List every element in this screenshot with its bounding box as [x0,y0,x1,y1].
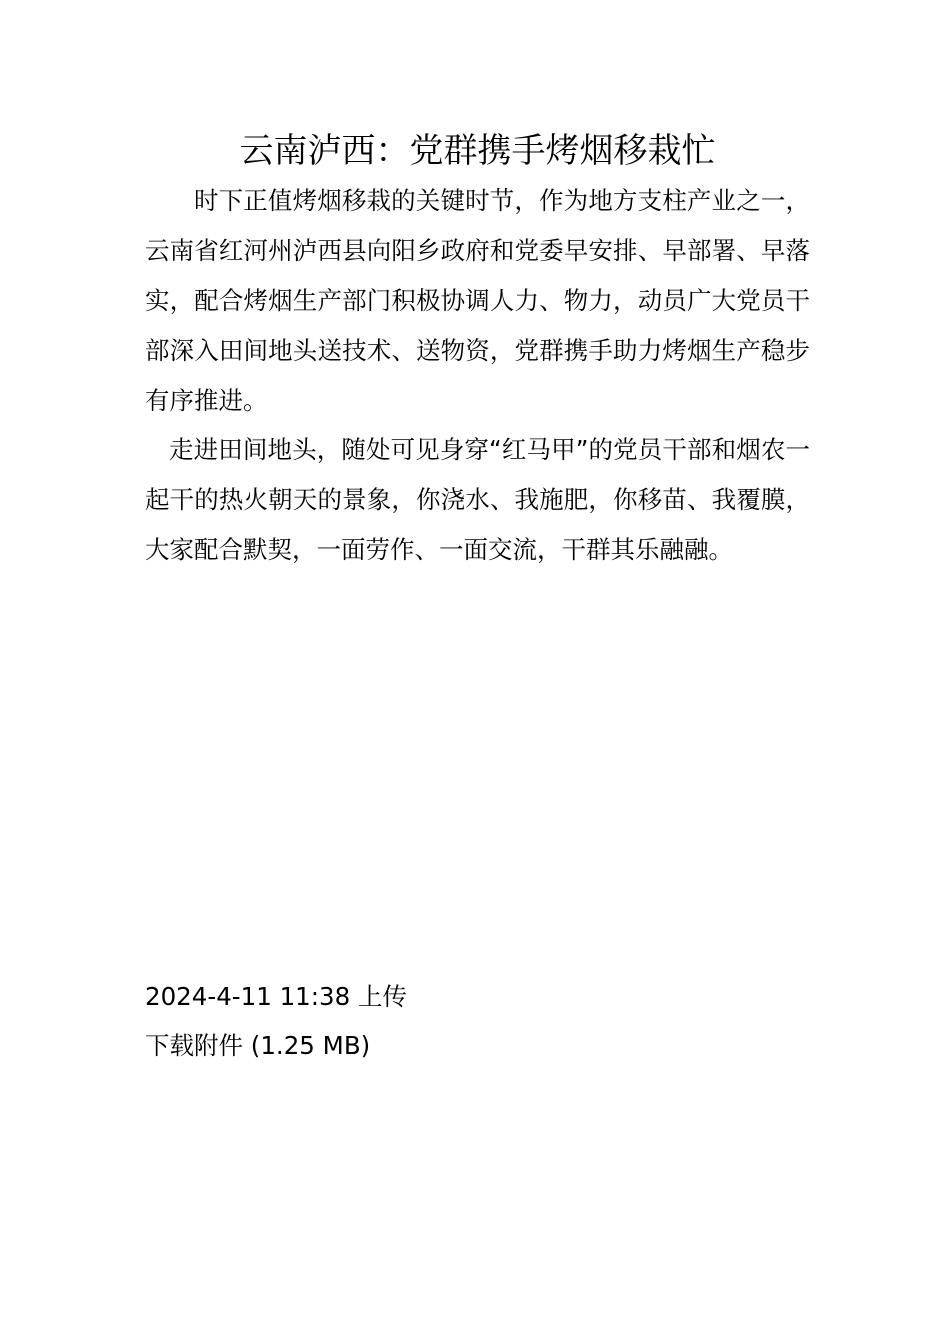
download-attachment-link[interactable]: 下载附件 (1.25 MB) [145,1031,371,1060]
article-paragraph-2: 走进田间地头，随处可见身穿“红马甲”的党员干部和烟农一起干的热火朝天的景象，你浇水、我施肥，你移苗、我覆膜，大家配合默契，一面劳作、一面交流，干群其乐融融。 [145,435,810,564]
article-paragraph-1: 时下正值烤烟移栽的关键时节，作为地方支柱产业之一，云南省红河州泸西县向阳乡政府和党委早安排、早部署、早落实，配合烤烟生产部门积极协调人力、物力，动员广大党员干部深入田间地头送技术、送物资，党群携手助力烤烟生产稳步有序推进。 [145,186,810,415]
upload-timestamp: 2024-4-11 11:38 上传 [145,982,407,1011]
article-title: 云南泸西：党群携手烤烟移栽忙 [239,131,716,171]
document-page [145,0,810,1344]
